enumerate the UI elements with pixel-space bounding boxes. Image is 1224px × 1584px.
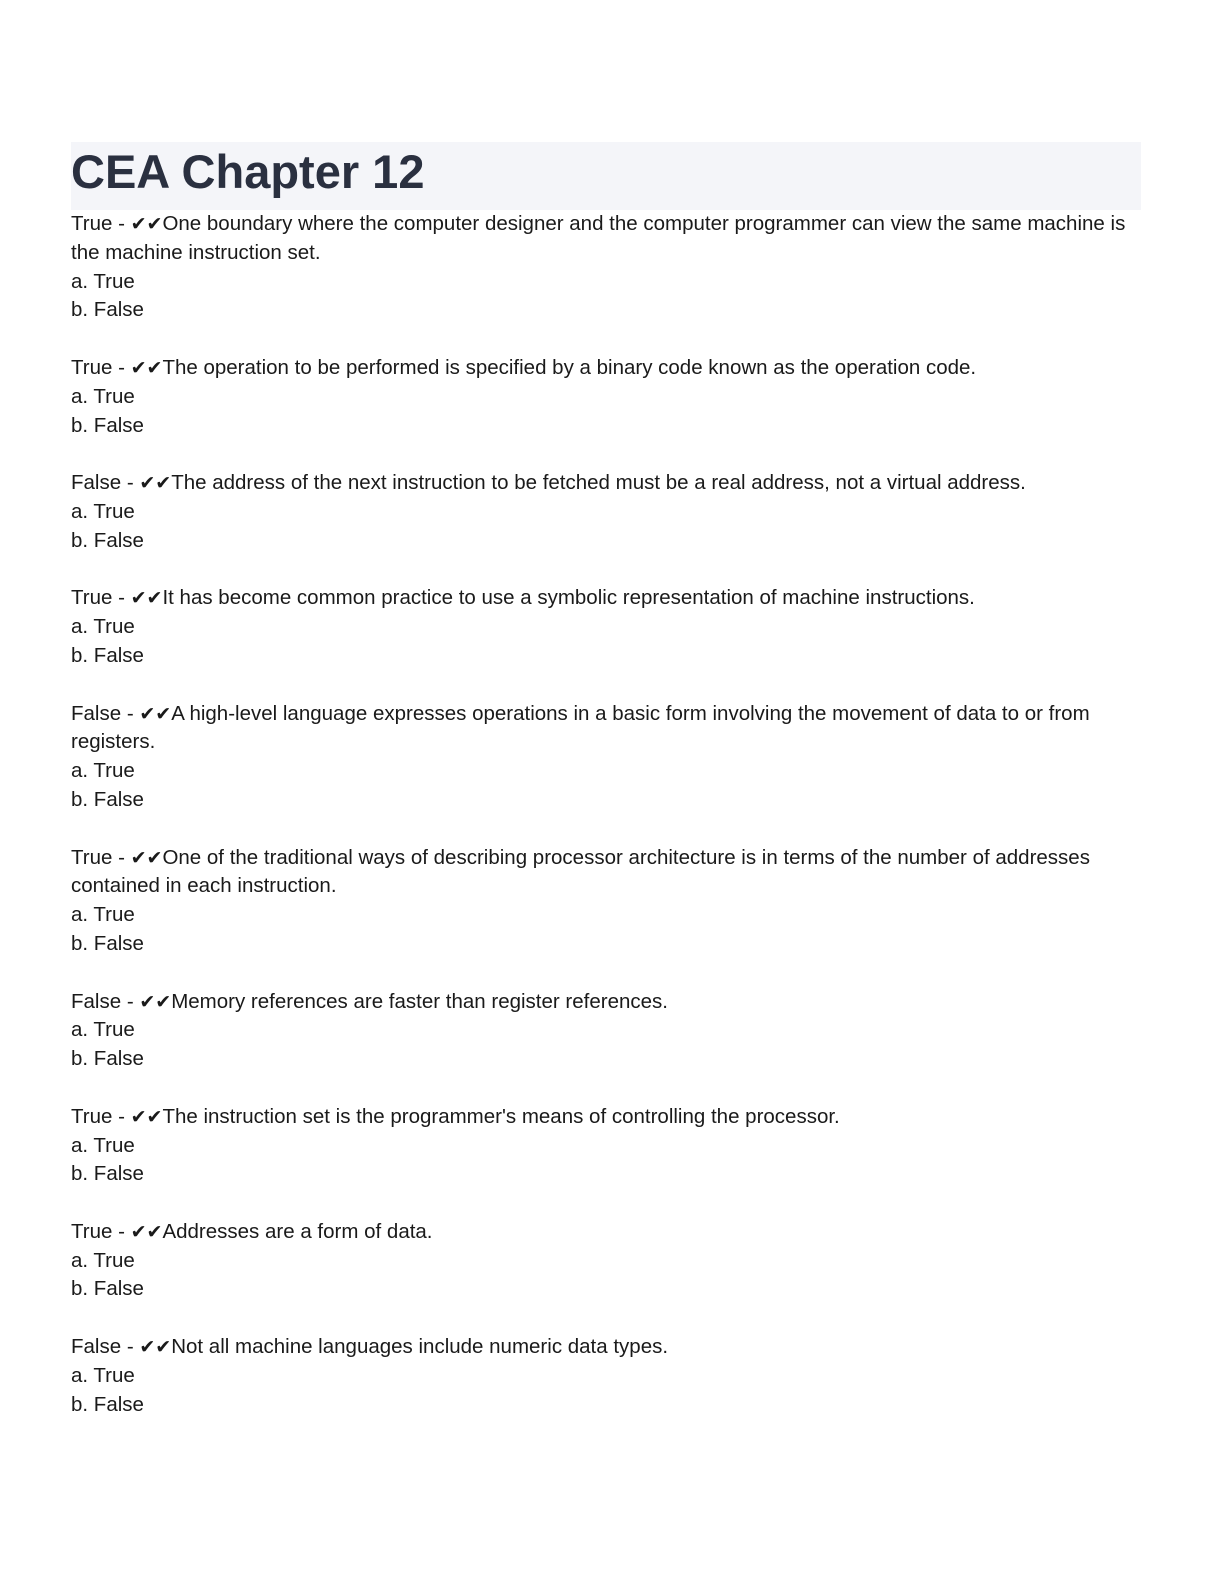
option-b: b. False (71, 1277, 144, 1301)
question-text: A high-level language expresses operations in a basic form involving the movement of data to or from registers. (71, 701, 1090, 754)
option-a: a. True (71, 615, 135, 639)
double-check-icon: ✔✔ (130, 587, 163, 610)
option-a: a. True (71, 269, 135, 293)
question-text: The instruction set is the programmer's means of controlling the processor. (162, 1104, 840, 1128)
option-a: a. True (71, 499, 135, 523)
question-item (71, 1333, 1141, 1419)
answer-label: True (71, 586, 113, 610)
answer-label: False (71, 471, 122, 495)
option-a: a. True (71, 759, 135, 783)
question-text: One boundary where the computer designer and the computer programmer can view the same machine is the machine instruction set. (71, 212, 1126, 264)
double-check-icon: ✔✔ (130, 1220, 163, 1243)
double-check-icon: ✔✔ (139, 472, 172, 495)
question-item (71, 844, 1141, 959)
answer-label: True (71, 212, 113, 235)
option-b: b. False (71, 413, 144, 437)
question-text: One of the traditional ways of describing processor architecture is in terms of the number of addresses contained in each instruction. (71, 845, 1090, 898)
question-line: True - ✔✔It has become common practice to use a symbolic representation of machine instructions. (71, 586, 975, 610)
option-b: b. False (71, 1162, 144, 1186)
option-a: a. True (71, 903, 135, 927)
question-line: True - ✔✔Addresses are a form of data. (71, 1219, 433, 1243)
question-text: The address of the next instruction to be fetched must be a real address, not a virtual address. (171, 471, 1026, 495)
answer-label: False (71, 989, 122, 1013)
question-line: True - ✔✔The instruction set is the programmer's means of controlling the processor. (71, 1104, 840, 1128)
double-check-icon: ✔✔ (139, 990, 172, 1013)
option-b: b. False (71, 643, 144, 667)
question-line: False - ✔✔Memory references are faster than register references. (71, 989, 668, 1013)
option-a: a. True (71, 384, 135, 408)
option-a: a. True (71, 1018, 135, 1042)
question-text: Memory references are faster than register references. (171, 989, 668, 1013)
double-check-icon: ✔✔ (130, 356, 163, 379)
question-item (71, 1218, 1141, 1304)
page-title: CEA Chapter 12 (71, 145, 425, 198)
double-check-icon: ✔✔ (130, 213, 163, 235)
option-b: b. False (71, 528, 144, 552)
option-a: a. True (71, 1248, 135, 1272)
question-item (71, 700, 1141, 815)
question-line: True - ✔✔The operation to be performed is specified by a binary code known as the operation code. (71, 355, 977, 379)
option-b: b. False (71, 298, 144, 322)
document-page (71, 142, 1141, 1448)
question-text: It has become common practice to use a symbolic representation of machine instructions. (162, 586, 975, 610)
option-b: b. False (71, 1047, 144, 1071)
question-item (71, 1103, 1141, 1189)
answer-label: True (71, 845, 113, 869)
answer-label: True (71, 1104, 113, 1128)
question-text: Not all machine languages include numeric data types. (171, 1335, 669, 1359)
question-text: Addresses are a form of data. (162, 1219, 433, 1243)
double-check-icon: ✔✔ (139, 1336, 172, 1359)
question-line: False - ✔✔The address of the next instruction to be fetched must be a real address, not a virtual address. (71, 471, 1026, 495)
question-item (71, 210, 1141, 325)
option-b: b. False (71, 931, 144, 955)
question-item (71, 354, 1141, 440)
question-item (71, 584, 1141, 670)
option-a: a. True (71, 1363, 135, 1387)
answer-label: True (71, 355, 113, 379)
question-line: True - ✔✔One boundary where the computer designer and the computer programmer can view the same machine is the machine instruction set. (71, 212, 1126, 264)
question-list (71, 210, 1141, 1419)
double-check-icon: ✔✔ (130, 846, 163, 869)
answer-label: False (71, 1335, 122, 1359)
double-check-icon: ✔✔ (130, 1105, 163, 1128)
answer-label: False (71, 701, 122, 725)
answer-label: True (71, 1219, 113, 1243)
question-text: The operation to be performed is specified by a binary code known as the operation code. (162, 355, 977, 379)
question-line: False - ✔✔Not all machine languages include numeric data types. (71, 1335, 669, 1359)
question-line: False - ✔✔A high-level language expresses operations in a basic form involving the movement of data to or from registers. (71, 701, 1090, 754)
option-b: b. False (71, 787, 144, 811)
question-line: True - ✔✔One of the traditional ways of describing processor architecture is in terms of the number of addresses contained in each instruction. (71, 845, 1090, 898)
question-item (71, 469, 1141, 555)
double-check-icon: ✔✔ (139, 702, 172, 725)
option-a: a. True (71, 1133, 135, 1157)
title-banner (71, 142, 1141, 210)
question-item (71, 988, 1141, 1074)
option-b: b. False (71, 1392, 144, 1416)
